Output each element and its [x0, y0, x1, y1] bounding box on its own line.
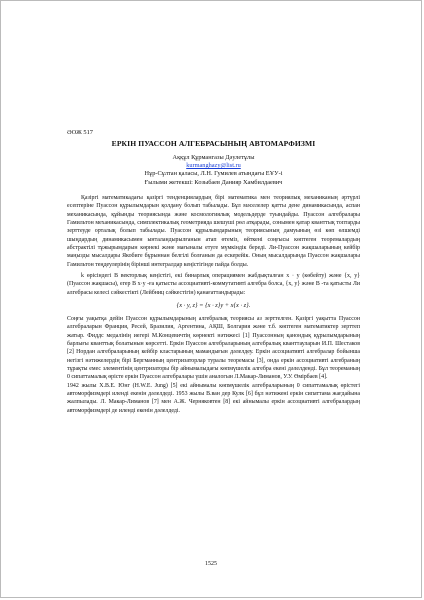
udc-code: ӘОЖ 517	[67, 129, 93, 136]
scientific-advisor: Ғылыми жетекші: Козыбаев Данияр Хамбилдаевич	[144, 178, 283, 186]
paragraph-intro: Қазіргі математикадағы қазіргі тенденциялардың бірі математика мен теориялық механиканың әртүрлі есептеріне Пуассон құрылымдарын қолдану болып табылады. Бұл мәселелер қатты дене динамикасында, аспан механикасында, құйынды теориясында және космологиялық модельдерде туындайды. Пуассон алгебралары Гамильтон механикасында, симплектикалық геометрияда шешуші рөл атқарады, сонымен қатар кванттық топтарды зерттеуде орталық болып табылады. Пуассон құрылымдарының теориясының дамуының өзі көп өлшемді шыңдардың динамикасымен ынталандырылғанын атап өтеміз, өйткені соңғысы көптеген теоремалардың абстрактілі тұжырымдарын көрнекі және мағыналы етуге мүмкіндік береді. Ли-Пуассон жақшаларының кейбір маңызды мысалдары Якобиге бұрыннан белгілі болғанын да ескерейік. Оның мысалдарында Пуассон жақшалары Гамильтон теңдеулерінің бірінші интегралдар кеңістігінде пайда болды.	[67, 194, 360, 268]
author-affiliation: Нұр-Сұлтан қаласы, Л.Н. Гумилев атындағы ЕҰУ-і	[144, 170, 283, 178]
article-body	[67, 129, 360, 415]
paragraph-history: Соңғы уақытқа дейін Пуассон құрылымдарының алгебралық теориясы аз зерттелген. Қазіргі уақытта Пуассон алгебраларын Франция, Ресей, Бразилия, Аргентина, АҚШ, Болгария және т.б. көптеген математиктер зерттеп жатыр. Фиддс медалінің иегері М.Концевичтің көрнекті нәтижесі [1] Пуассонның қанондық құрылымдарының барлығы кванттық болатынын көрсетті. Еркін Пуассон алгебраларының алгебралық кванттауларын И.П. Шестаков [2] Нордан алгебраларының кейбір кластарының мамандығын дәлелдеу. Еркін ассоциативті алгебралар бойынша негізгі нәтижелердің бірі Бергманның центризаторлар туралы теоремасы [3], онда еркін ассоциативті алгебраның тұрақты емес элементінің центризаторы бір айнымалыдағы көпмүшелік алгебра екені дәлелденді. Бұл теореманың 0 сипаттамалық өрісте еркін Пуассон алгебралары үшін аналогын Л.Макар-Лиманов, У.У. Өмірбаев [4].	[67, 315, 360, 381]
author-block	[67, 154, 360, 187]
author-name: Аққұл Құрмангазы Дәулетұлы	[172, 154, 255, 161]
page-number: 1525	[205, 561, 217, 567]
leibniz-formula: {x · y, z} = {x · z}y + x{x · z}.	[176, 301, 251, 309]
author-email-link[interactable]: kurmanghazy@list.ru	[186, 162, 241, 170]
paragraph-definition: k өрісіндегі B векторлық кеңістігі, екі бинарлық операциямен жабдықталған x · y (көбейту) және {x, y} (Пуассон жақшасы), егер B x·y -ға қатысты ассоциативті-коммутативті алгебра болса, {x, y} және B -та қатысты Ли алгебрасы келесі сәйкестікті (Лейбниц сәйкестігін) қанағаттандырады:	[67, 272, 360, 296]
article-title: ЕРКІН ПУАССОН АЛГЕБРАСЫНЫҢ АВТОМАРФИЗМІ	[111, 139, 316, 148]
paragraph-automorphisms: 1942 жылы Х.В.Е. Юнг (H.W.E. Jung) [5] екі айнымалы көпмүшелік алгебраларының 0 сипаттамалық өрістегі автоморфизмдері иленді екенін дәлелдеді. 1953 жылы В.ван дер Кулк [6] бұл нәтижені еркін сипаттама жағдайына жалпылады. Л. Макар-Лиманов [7] мен А.Ж. Черняковтен [8] екі айнымалы еркін ассоциативті алгебралардың автоморфизмдері де иленді екенін дәлелдеді.	[67, 382, 360, 414]
